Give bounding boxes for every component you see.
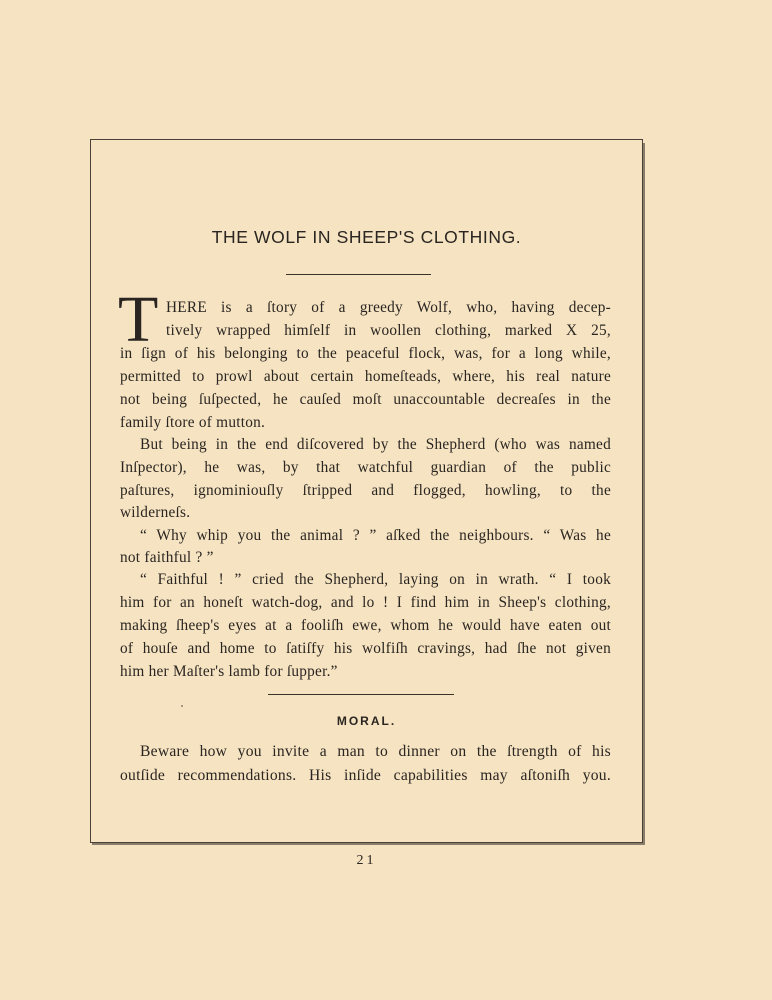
moral-heading: MORAL. [336, 714, 397, 728]
story-line: HERE is a ſtory of a greedy Wolf, who, having decep- [166, 299, 611, 316]
story-line: family ſtore of mutton. [120, 414, 266, 431]
story-line: Inſpector), he was, by that watchful guardian of the public [120, 459, 611, 476]
moral-line: Beware how you invite a man to dinner on the ſtrength of his [140, 743, 611, 760]
story-line: him her Maſter's lamb for ſupper.” [120, 663, 338, 680]
story-line: wilderneſs. [120, 504, 191, 521]
story-line: “ Why whip you the animal ? ” aſked the neighbours. “ Was he [140, 527, 611, 544]
frame-shadow-bottom [92, 843, 645, 845]
story-line: paſtures, ignominiouſly ſtripped and flogged, howling, to the [120, 482, 611, 499]
page-number: 21 [356, 853, 377, 868]
story-line: tively wrapped himſelf in woollen clothing, marked X 25, [166, 322, 611, 339]
story-line: But being in the end diſcovered by the Shepherd (who was named [140, 436, 611, 453]
story-title: THE WOLF IN SHEEP'S CLOTHING. [211, 227, 522, 247]
story-line: making ſheep's eyes at a fooliſh ewe, whom he would have eaten out [120, 617, 611, 634]
story-line: in ſign of his belonging to the peaceful flock, was, for a long while, [120, 345, 611, 362]
story-line: not faithful ? ” [120, 549, 214, 566]
title-rule [286, 274, 431, 275]
story-line: him for an honeſt watch-dog, and lo ! I find him in Sheep's clothing, [120, 594, 611, 611]
drop-cap: T [118, 283, 159, 356]
story-line: of houſe and home to ſatiſfy his wolfiſh cravings, had ſhe not given [120, 640, 611, 657]
story-line: not being ſuſpected, he cauſed moſt unaccountable decreaſes in the [120, 391, 611, 408]
moral-line: outſide recommendations. His inſide capabilities may aſtoniſh you. [120, 767, 611, 784]
ink-speck [181, 705, 183, 707]
moral-rule [268, 694, 454, 695]
story-line: “ Faithful ! ” cried the Shepherd, laying on in wrath. “ I took [140, 571, 611, 588]
frame-shadow-right [643, 143, 645, 845]
story-line: permitted to prowl about certain homeſteads, where, his real nature [120, 368, 611, 385]
